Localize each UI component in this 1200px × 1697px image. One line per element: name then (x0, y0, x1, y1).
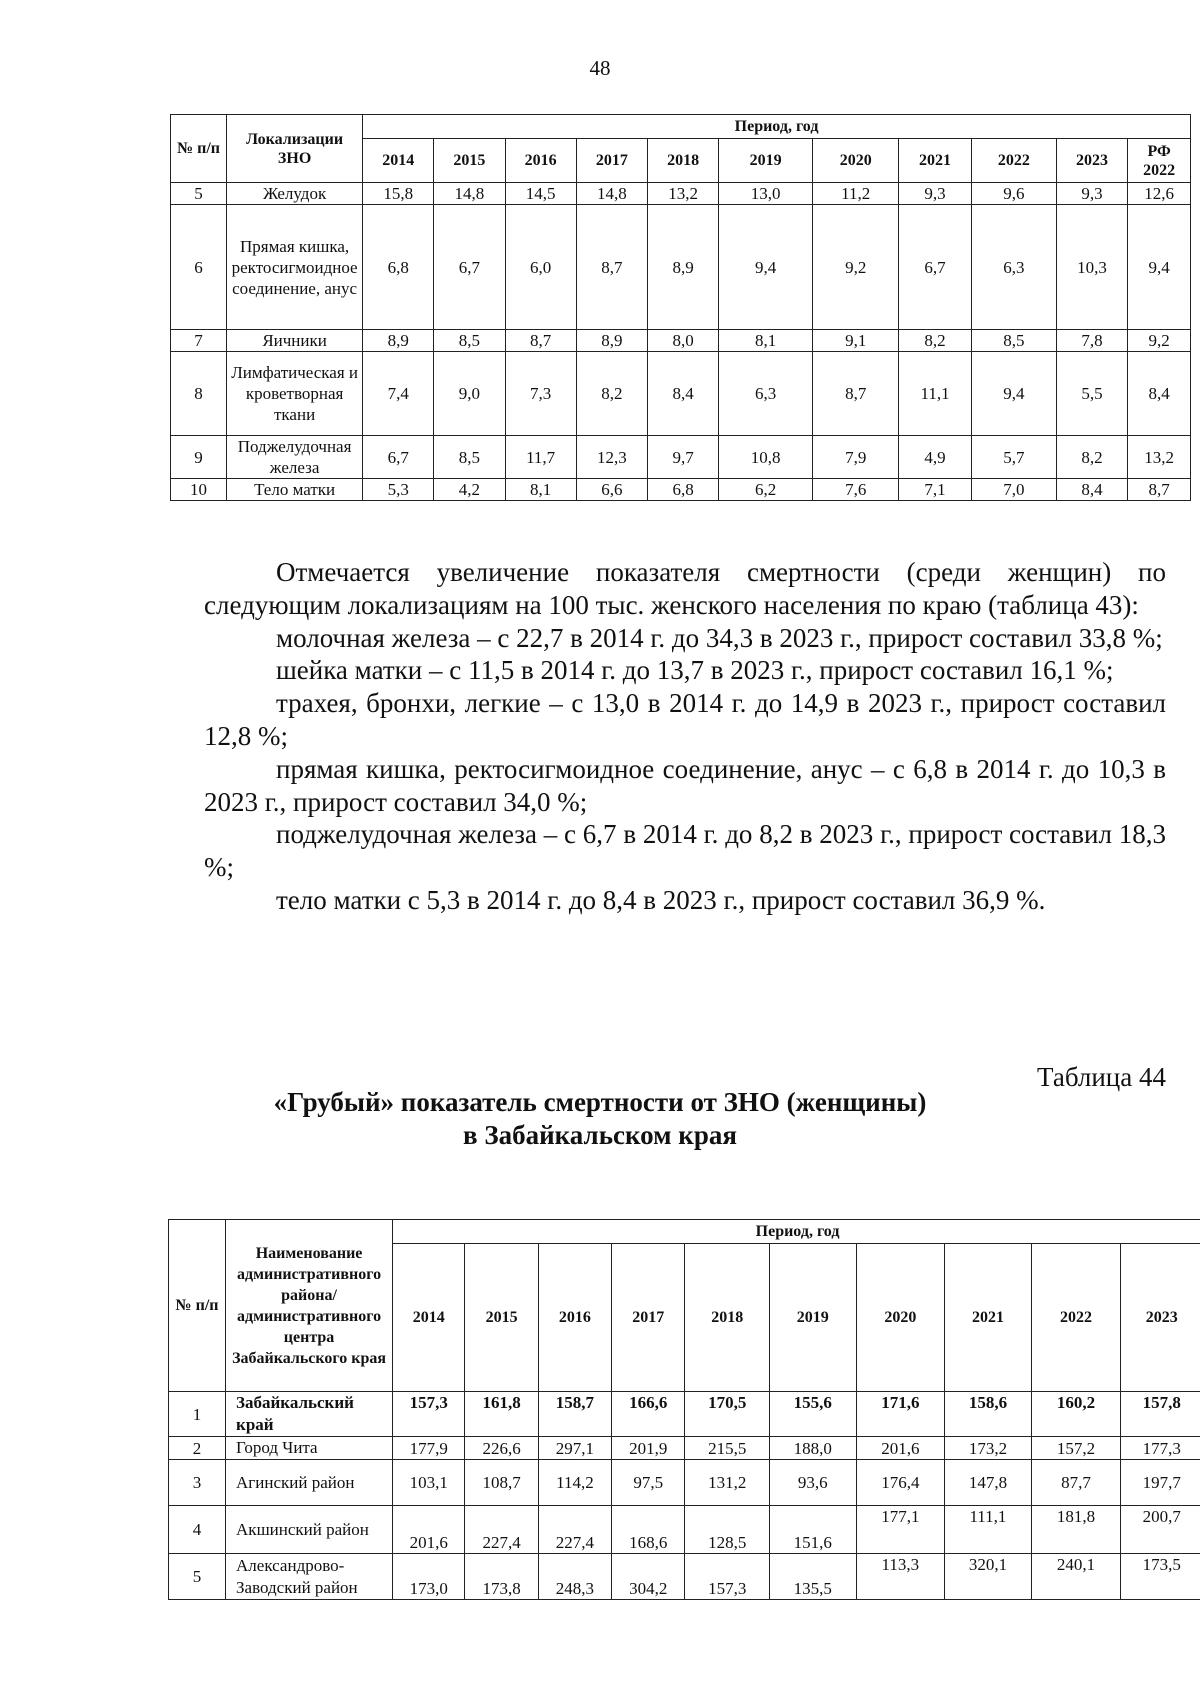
localization-name: Прямая кишка, ректосигмоидное соединение, анус (227, 205, 363, 330)
value-cell: 113,3 (856, 1554, 945, 1600)
paragraph: прямая кишка, ректосигмоидное соединение, анус – с 6,8 в 2014 г. до 10,3 в 2023 г., прирост составил 34,0 %; (204, 753, 1166, 817)
value-cell: 177,1 (856, 1506, 945, 1554)
paragraph: Отмечается увеличение показателя смертности (среди женщин) по следующим локализациям на 100 тыс. женского населения по краю (таблица 43): (204, 557, 1166, 620)
value-cell: 158,7 (538, 1392, 611, 1437)
value-cell: 157,8 (1121, 1392, 1200, 1437)
value-cell: 4,9 (899, 436, 971, 479)
row-number: 5 (171, 183, 227, 205)
value-cell: 173,8 (465, 1554, 538, 1600)
localization-name: Желудок (227, 183, 363, 205)
value-cell: 173,2 (945, 1437, 1032, 1460)
value-cell: 170,5 (685, 1392, 770, 1437)
value-cell: 8,9 (576, 330, 647, 352)
value-cell: 11,7 (505, 436, 576, 479)
value-cell: 97,5 (612, 1460, 685, 1506)
value-cell: 9,6 (971, 183, 1056, 205)
value-cell: 8,2 (576, 352, 647, 436)
value-cell: 201,6 (393, 1506, 465, 1554)
year-header: 2016 (538, 1244, 611, 1392)
value-cell: 8,5 (434, 436, 505, 479)
value-cell: 8,9 (647, 205, 718, 330)
table-row (171, 352, 1191, 436)
value-cell: 197,7 (1121, 1460, 1200, 1506)
district-name: Город Чита (226, 1437, 393, 1460)
table-caption-line-2: в Забайкальском края (463, 1120, 737, 1150)
value-cell: 173,0 (393, 1554, 465, 1600)
table-row (169, 1437, 1200, 1460)
value-cell: 6,8 (647, 479, 718, 501)
year-header: 2022 (971, 139, 1056, 183)
value-cell: 12,6 (1128, 183, 1191, 205)
year-header: 2018 (685, 1244, 770, 1392)
value-cell: 111,1 (945, 1506, 1032, 1554)
year-header: 2022 (1031, 1244, 1121, 1392)
value-cell: 6,6 (576, 479, 647, 501)
table-row (169, 1460, 1200, 1506)
value-cell: 240,1 (1031, 1554, 1121, 1600)
table-label: Таблица 44 (1037, 1062, 1166, 1092)
value-cell: 9,3 (899, 183, 971, 205)
column-header-district: Наименование административного района/ административного центра Забайкальского края (226, 1220, 393, 1392)
value-cell: 13,2 (1128, 436, 1191, 479)
column-header-period: Период, год (363, 115, 1191, 139)
value-cell: 176,4 (856, 1460, 945, 1506)
value-cell: 8,7 (813, 352, 899, 436)
value-cell: 5,7 (971, 436, 1056, 479)
value-cell: 4,2 (434, 479, 505, 501)
value-cell: 7,4 (363, 352, 434, 436)
district-name: Агинский район (226, 1460, 393, 1506)
value-cell: 8,5 (971, 330, 1056, 352)
value-cell: 11,2 (813, 183, 899, 205)
value-cell: 9,4 (719, 205, 813, 330)
value-cell: 9,4 (1128, 205, 1191, 330)
table-row (171, 479, 1191, 501)
body-text (204, 556, 1166, 917)
value-cell: 6,7 (899, 205, 971, 330)
year-header: 2019 (719, 139, 813, 183)
value-cell: 173,5 (1121, 1554, 1200, 1600)
value-cell: 7,8 (1056, 330, 1127, 352)
year-header: 2019 (769, 1244, 856, 1392)
value-cell: 9,3 (1056, 183, 1127, 205)
year-header: РФ 2022 (1128, 139, 1191, 183)
row-number: 1 (169, 1392, 226, 1437)
row-number: 2 (169, 1437, 226, 1460)
year-header: 2018 (647, 139, 718, 183)
year-header: 2023 (1121, 1244, 1200, 1392)
value-cell: 161,8 (465, 1392, 538, 1437)
row-number: 5 (169, 1554, 226, 1600)
localization-name: Тело матки (227, 479, 363, 501)
value-cell: 7,0 (971, 479, 1056, 501)
table-row (171, 436, 1191, 479)
value-cell: 9,7 (647, 436, 718, 479)
value-cell: 8,2 (899, 330, 971, 352)
value-cell: 8,0 (647, 330, 718, 352)
value-cell: 157,3 (685, 1554, 770, 1600)
value-cell: 171,6 (856, 1392, 945, 1437)
year-header: 2017 (576, 139, 647, 183)
year-header: 2017 (612, 1244, 685, 1392)
year-header: 2015 (434, 139, 505, 183)
value-cell: 188,0 (769, 1437, 856, 1460)
value-cell: 5,3 (363, 479, 434, 501)
value-cell: 5,5 (1056, 352, 1127, 436)
row-number: 3 (169, 1460, 226, 1506)
value-cell: 13,0 (719, 183, 813, 205)
paragraph: шейка матки – с 11,5 в 2014 г. до 13,7 в 2023 г., прирост составил 16,1 %; (276, 655, 1114, 686)
value-cell: 6,2 (719, 479, 813, 501)
value-cell: 7,6 (813, 479, 899, 501)
value-cell: 147,8 (945, 1460, 1032, 1506)
table-row (171, 205, 1191, 330)
table-row (171, 330, 1191, 352)
value-cell: 108,7 (465, 1460, 538, 1506)
value-cell: 93,6 (769, 1460, 856, 1506)
value-cell: 297,1 (538, 1437, 611, 1460)
value-cell: 15,8 (363, 183, 434, 205)
value-cell: 7,3 (505, 352, 576, 436)
column-header-localization: Локализации ЗНО (227, 115, 363, 183)
year-header: 2014 (393, 1244, 465, 1392)
value-cell: 226,6 (465, 1437, 538, 1460)
value-cell: 8,7 (576, 205, 647, 330)
table-mortality-by-district (168, 1219, 1200, 1600)
row-number: 9 (171, 436, 227, 479)
year-header: 2020 (856, 1244, 945, 1392)
localization-name: Лимфатическая и кроветворная ткани (227, 352, 363, 436)
value-cell: 8,5 (434, 330, 505, 352)
value-cell: 8,2 (1056, 436, 1127, 479)
value-cell: 155,6 (769, 1392, 856, 1437)
year-header: 2021 (899, 139, 971, 183)
year-header: 2015 (465, 1244, 538, 1392)
page-number: 48 (589, 56, 611, 80)
value-cell: 8,4 (1128, 352, 1191, 436)
value-cell: 8,4 (1056, 479, 1127, 501)
localization-name: Поджелудочная железа (227, 436, 363, 479)
value-cell: 320,1 (945, 1554, 1032, 1600)
value-cell: 11,1 (899, 352, 971, 436)
column-header-period: Период, год (393, 1220, 1200, 1244)
value-cell: 157,3 (393, 1392, 465, 1437)
district-name: Александрово-Заводский район (226, 1554, 393, 1600)
value-cell: 14,8 (576, 183, 647, 205)
table-caption-line-1: «Грубый» показатель смертности от ЗНО (женщины) (273, 1087, 927, 1117)
value-cell: 248,3 (538, 1554, 611, 1600)
value-cell: 227,4 (465, 1506, 538, 1554)
value-cell: 6,3 (719, 352, 813, 436)
value-cell: 7,1 (899, 479, 971, 501)
paragraph: тело матки с 5,3 в 2014 г. до 8,4 в 2023 г., прирост составил 36,9 %. (276, 884, 1046, 915)
value-cell: 131,2 (685, 1460, 770, 1506)
table-row (169, 1554, 1200, 1600)
year-header: 2020 (813, 139, 899, 183)
value-cell: 10,8 (719, 436, 813, 479)
value-cell: 9,2 (813, 205, 899, 330)
value-cell: 8,1 (505, 479, 576, 501)
value-cell: 14,8 (434, 183, 505, 205)
localization-name: Яичники (227, 330, 363, 352)
value-cell: 8,4 (647, 352, 718, 436)
paragraph: молочная железа – с 22,7 в 2014 г. до 34,3 в 2023 г., прирост составил 33,8 %; (276, 622, 1163, 653)
value-cell: 128,5 (685, 1506, 770, 1554)
row-number: 7 (171, 330, 227, 352)
column-header-number: № п/п (169, 1220, 226, 1392)
table-mortality-by-localization (170, 114, 1191, 501)
row-number: 8 (171, 352, 227, 436)
value-cell: 114,2 (538, 1460, 611, 1506)
value-cell: 201,9 (612, 1437, 685, 1460)
value-cell: 177,9 (393, 1437, 465, 1460)
value-cell: 14,5 (505, 183, 576, 205)
value-cell: 7,9 (813, 436, 899, 479)
year-header: 2014 (363, 139, 434, 183)
year-header: 2023 (1056, 139, 1127, 183)
value-cell: 87,7 (1031, 1460, 1121, 1506)
value-cell: 151,6 (769, 1506, 856, 1554)
district-name: Акшинский район (226, 1506, 393, 1554)
column-header-number: № п/п (171, 115, 227, 183)
value-cell: 157,2 (1031, 1437, 1121, 1460)
district-name: Забайкальский край (226, 1392, 393, 1437)
value-cell: 6,0 (505, 205, 576, 330)
table-row (171, 183, 1191, 205)
value-cell: 201,6 (856, 1437, 945, 1460)
year-header: 2016 (505, 139, 576, 183)
value-cell: 9,4 (971, 352, 1056, 436)
value-cell: 160,2 (1031, 1392, 1121, 1437)
row-number: 6 (171, 205, 227, 330)
value-cell: 181,8 (1031, 1506, 1121, 1554)
value-cell: 304,2 (612, 1554, 685, 1600)
value-cell: 9,1 (813, 330, 899, 352)
value-cell: 158,6 (945, 1392, 1032, 1437)
value-cell: 9,0 (434, 352, 505, 436)
table-row (169, 1506, 1200, 1554)
value-cell: 135,5 (769, 1554, 856, 1600)
value-cell: 166,6 (612, 1392, 685, 1437)
value-cell: 6,8 (363, 205, 434, 330)
row-number: 10 (171, 479, 227, 501)
value-cell: 177,3 (1121, 1437, 1200, 1460)
value-cell: 103,1 (393, 1460, 465, 1506)
year-header: 2021 (945, 1244, 1032, 1392)
row-number: 4 (169, 1506, 226, 1554)
table-row (169, 1392, 1200, 1437)
value-cell: 227,4 (538, 1506, 611, 1554)
value-cell: 6,7 (363, 436, 434, 479)
value-cell: 13,2 (647, 183, 718, 205)
value-cell: 6,3 (971, 205, 1056, 330)
value-cell: 8,1 (719, 330, 813, 352)
value-cell: 8,7 (505, 330, 576, 352)
value-cell: 8,7 (1128, 479, 1191, 501)
paragraph: поджелудочная железа – с 6,7 в 2014 г. до 8,2 в 2023 г., прирост составил 18,3 %; (204, 819, 1166, 883)
value-cell: 8,9 (363, 330, 434, 352)
value-cell: 6,7 (434, 205, 505, 330)
paragraph: трахея, бронхи, легкие – с 13,0 в 2014 г. до 14,9 в 2023 г., прирост составил 12,8 %; (204, 688, 1166, 751)
value-cell: 10,3 (1056, 205, 1127, 330)
value-cell: 9,2 (1128, 330, 1191, 352)
value-cell: 200,7 (1121, 1506, 1200, 1554)
value-cell: 215,5 (685, 1437, 770, 1460)
value-cell: 168,6 (612, 1506, 685, 1554)
value-cell: 12,3 (576, 436, 647, 479)
